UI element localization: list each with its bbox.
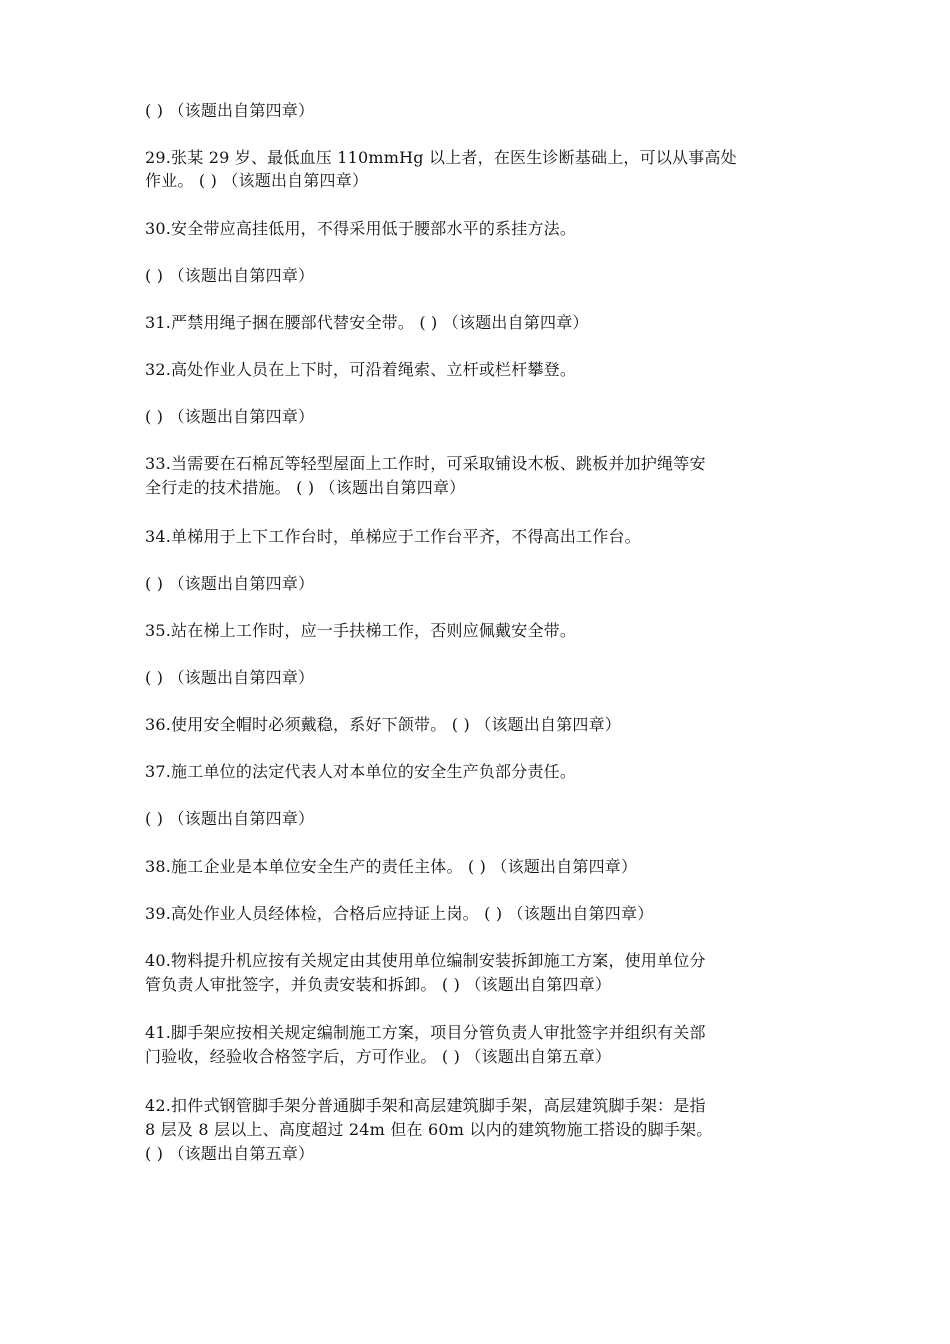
question-33-line-2: 全行走的技术措施。 ( ) （该题出自第四章）: [145, 478, 466, 497]
question-41-line-1: 41.脚手架应按相关规定编制施工方案，项目分管负责人审批签字并组织有关部: [145, 1023, 706, 1042]
question-37-line-1: 37.施工单位的法定代表人对本单位的安全生产负部分责任。: [145, 762, 577, 781]
question-32-line-2: ( ) （该题出自第四章）: [145, 407, 315, 426]
text-line: ( ) （该题出自第四章）: [145, 101, 315, 120]
question-40-line-2: 管负责人审批签字，并负责安装和拆卸。 ( ) （该题出自第四章）: [145, 975, 612, 994]
question-42-line-2: 8 层及 8 层以上、高度超过 24m 但在 60m 以内的建筑物施工搭设的脚手架。: [145, 1120, 713, 1139]
question-32-line-1: 32.高处作业人员在上下时，可沿着绳索、立杆或栏杆攀登。: [145, 360, 577, 379]
question-34-line-2: ( ) （该题出自第四章）: [145, 574, 315, 593]
question-33-line-1: 33.当需要在石棉瓦等轻型屋面上工作时，可采取铺设木板、跳板并加护绳等安: [145, 454, 706, 473]
question-35-line-1: 35.站在梯上工作时，应一手扶梯工作，否则应佩戴安全带。: [145, 621, 577, 640]
question-38-line-1: 38.施工企业是本单位安全生产的责任主体。 ( ) （该题出自第四章）: [145, 857, 638, 876]
question-30-line-2: ( ) （该题出自第四章）: [145, 266, 315, 285]
question-35-line-2: ( ) （该题出自第四章）: [145, 668, 315, 687]
question-30-line-1: 30.安全带应高挂低用，不得采用低于腰部水平的系挂方法。: [145, 219, 577, 238]
question-39-line-1: 39.高处作业人员经体检，合格后应持证上岗。 ( ) （该题出自第四章）: [145, 904, 654, 923]
question-42-line-1: 42.扣件式钢管脚手架分普通脚手架和高层建筑脚手架，高层建筑脚手架：是指: [145, 1096, 706, 1115]
question-37-line-2: ( ) （该题出自第四章）: [145, 809, 315, 828]
question-34-line-1: 34.单梯用于上下工作台时，单梯应于工作台平齐，不得高出工作台。: [145, 527, 641, 546]
question-36-line-1: 36.使用安全帽时必须戴稳，系好下颌带。 ( ) （该题出自第四章）: [145, 715, 621, 734]
question-29-line-2: 作业。 ( ) （该题出自第四章）: [145, 171, 369, 190]
question-42-line-3: ( ) （该题出自第五章）: [145, 1144, 315, 1163]
question-29-line-1: 29.张某 29 岁、最低血压 110mmHg 以上者，在医生诊断基础上，可以从事高处: [145, 148, 737, 167]
question-41-line-2: 门验收，经验收合格签字后，方可作业。 ( ) （该题出自第五章）: [145, 1047, 612, 1066]
question-40-line-1: 40.物料提升机应按有关规定由其使用单位编制安装拆卸施工方案，使用单位分: [145, 951, 706, 970]
question-31-line-1: 31.严禁用绳子捆在腰部代替安全带。 ( ) （该题出自第四章）: [145, 313, 589, 332]
